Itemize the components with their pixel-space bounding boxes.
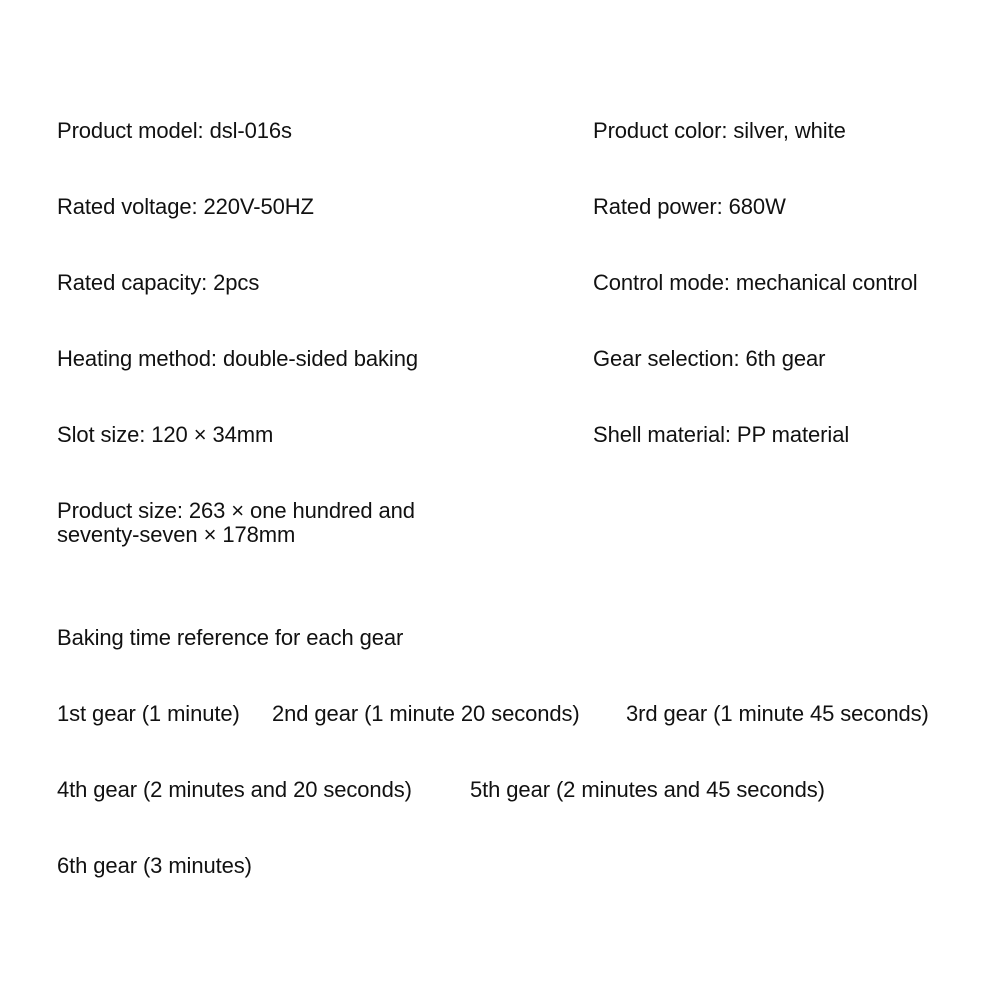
gear-1: 1st gear (1 minute) (57, 701, 240, 726)
spec-product-model: Product model: dsl-016s (57, 118, 292, 143)
spec-product-size: Product size: 263 × one hundred and seventy-seven × 178mm (57, 498, 415, 547)
gear-3: 3rd gear (1 minute 45 seconds) (626, 701, 929, 726)
spec-rated-voltage: Rated voltage: 220V-50HZ (57, 194, 314, 219)
spec-gear-selection: Gear selection: 6th gear (593, 346, 826, 371)
baking-heading: Baking time reference for each gear (57, 625, 404, 650)
gear-4: 4th gear (2 minutes and 20 seconds) (57, 777, 412, 802)
spec-rated-capacity: Rated capacity: 2pcs (57, 270, 260, 295)
spec-shell-material: Shell material: PP material (593, 422, 850, 447)
spec-control-mode: Control mode: mechanical control (593, 270, 918, 295)
spec-product-color: Product color: silver, white (593, 118, 846, 143)
spec-rated-power: Rated power: 680W (593, 194, 786, 219)
gear-2: 2nd gear (1 minute 20 seconds) (272, 701, 580, 726)
gear-6: 6th gear (3 minutes) (57, 853, 252, 878)
spec-heating-method: Heating method: double-sided baking (57, 346, 418, 371)
gear-5: 5th gear (2 minutes and 45 seconds) (470, 777, 825, 802)
spec-slot-size: Slot size: 120 × 34mm (57, 422, 274, 447)
